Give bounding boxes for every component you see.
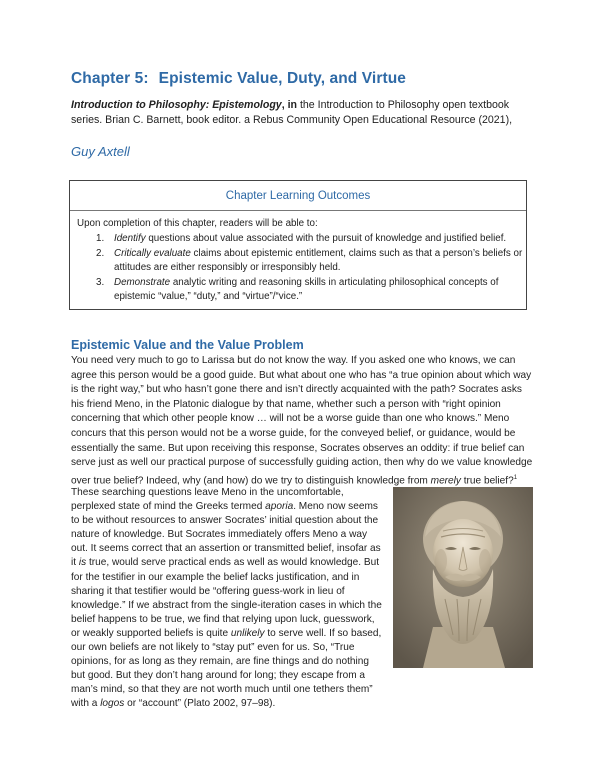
outcome-body: analytic writing and reasoning skills in articulating philosophical concepts of epistemic “value,” “duty,” and “virtue”/“vice.” <box>114 277 499 302</box>
citation <box>71 98 531 128</box>
section-heading: Epistemic Value and the Value Problem <box>71 338 304 352</box>
bust-illustration <box>393 487 533 668</box>
plato-bust-image <box>393 487 533 668</box>
para1-text: You need very much to go to Larissa but do not know the way. If you asked one who knows, we can agree this person would be a good guide. But what about one who has “a true opinion about which way is the right way,” but who hasn’t gone there and isn’t directly acquainted with the path? Socrates asks his friend Meno, in the Platonic dialogue by that name, whether such a person with “right opinion concerning that which other people know … will not be a worse guide than one who knows.” Meno concurs that this person would not be a worse guide, for the conveyed belief, or guidance, would be essentially the same. But upon receiving this response, Socrates observes an oddity: if true belief can serve just as well our practical purpose of successfully guiding action, then why do we value knowledge over true belief? Indeed, why (and how) do we try to distinguish knowledge from <box>71 355 533 487</box>
para1-end: true belief? <box>460 475 514 487</box>
para2-text: true, would serve practical ends as well as would knowledge. But for the testifier in our example the belief lacks justification, and in sharing it that testifier would be “offering guess-work in lieu of knowledge.” If we abstract from the single-iteration cases in which the belief happens to be true, we find that relying upon luck, guesswork, or weakly supported beliefs is quite <box>71 557 382 639</box>
outcome-lead: Identify <box>114 233 146 244</box>
citation-rest: the Introduction to Philosophy open textbook series. Brian C. Barnett, book editor. a Rebus Community Open Educational Resource (2021), <box>71 99 513 126</box>
outcome-text <box>114 276 524 304</box>
body-paragraph-1 <box>71 354 533 489</box>
chapter-title-text: Epistemic Value, Duty, and Virtue <box>158 70 407 87</box>
outcome-text <box>114 247 524 275</box>
outcome-number: 3. <box>96 277 105 288</box>
book-title: Introduction to Philosophy: Epistemology <box>71 99 282 111</box>
author-name: Guy Axtell <box>71 144 130 159</box>
para2-text: or “account” (Plato 2002, 97–98). <box>124 698 276 710</box>
para2-emphasis: unlikely <box>230 627 265 639</box>
chapter-number: Chapter 5: <box>71 70 149 87</box>
para2-text: to serve well. If so based, our own beliefs are not likely to “stay put” even for us. So, “True opinions, for as long as they remain, are fine things and do nothing but good. But they don’t hang around for long; they escape from a man’s mind, so that they are not worth much until one tethers them” with a <box>71 627 382 710</box>
outcomes-divider <box>70 210 526 211</box>
outcome-body: claims about epistemic entitlement, claims such as that a person’s beliefs or attitudes are either responsibly or irresponsibly held. <box>114 248 523 273</box>
para1-emphasis: merely <box>430 475 461 487</box>
para2-text: These searching questions leave Meno in the uncomfortable, perplexed state of mind the Greeks termed <box>71 487 344 513</box>
outcomes-title: Chapter Learning Outcomes <box>225 190 371 202</box>
para2-emphasis: logos <box>100 698 125 710</box>
outcome-number: 2. <box>96 248 105 259</box>
chapter-title <box>71 70 406 88</box>
citation-connector: , in <box>281 99 298 111</box>
outcome-body: questions about value associated with the pursuit of knowledge and justified belief. <box>145 233 507 244</box>
learning-outcomes-box <box>69 180 527 310</box>
outcome-lead: Demonstrate <box>114 277 171 288</box>
para2-text: . Meno now seems to be without resources to answer Socrates’ initial question about the nature of knowledge. But Socrates immediately offers Meno a way out. It seems correct that an assertion or transmitted belief, insofar as it <box>71 501 381 569</box>
footnote-marker[interactable]: 1 <box>513 474 518 481</box>
para2-emphasis: aporia <box>265 501 294 513</box>
outcomes-intro: Upon completion of this chapter, readers will be able to: <box>77 218 318 229</box>
outcome-text <box>114 232 524 246</box>
outcome-number: 1. <box>96 233 105 244</box>
outcome-lead: Critically evaluate <box>114 248 191 259</box>
para2-emphasis: is <box>78 557 87 569</box>
body-paragraph-2 <box>71 486 383 712</box>
